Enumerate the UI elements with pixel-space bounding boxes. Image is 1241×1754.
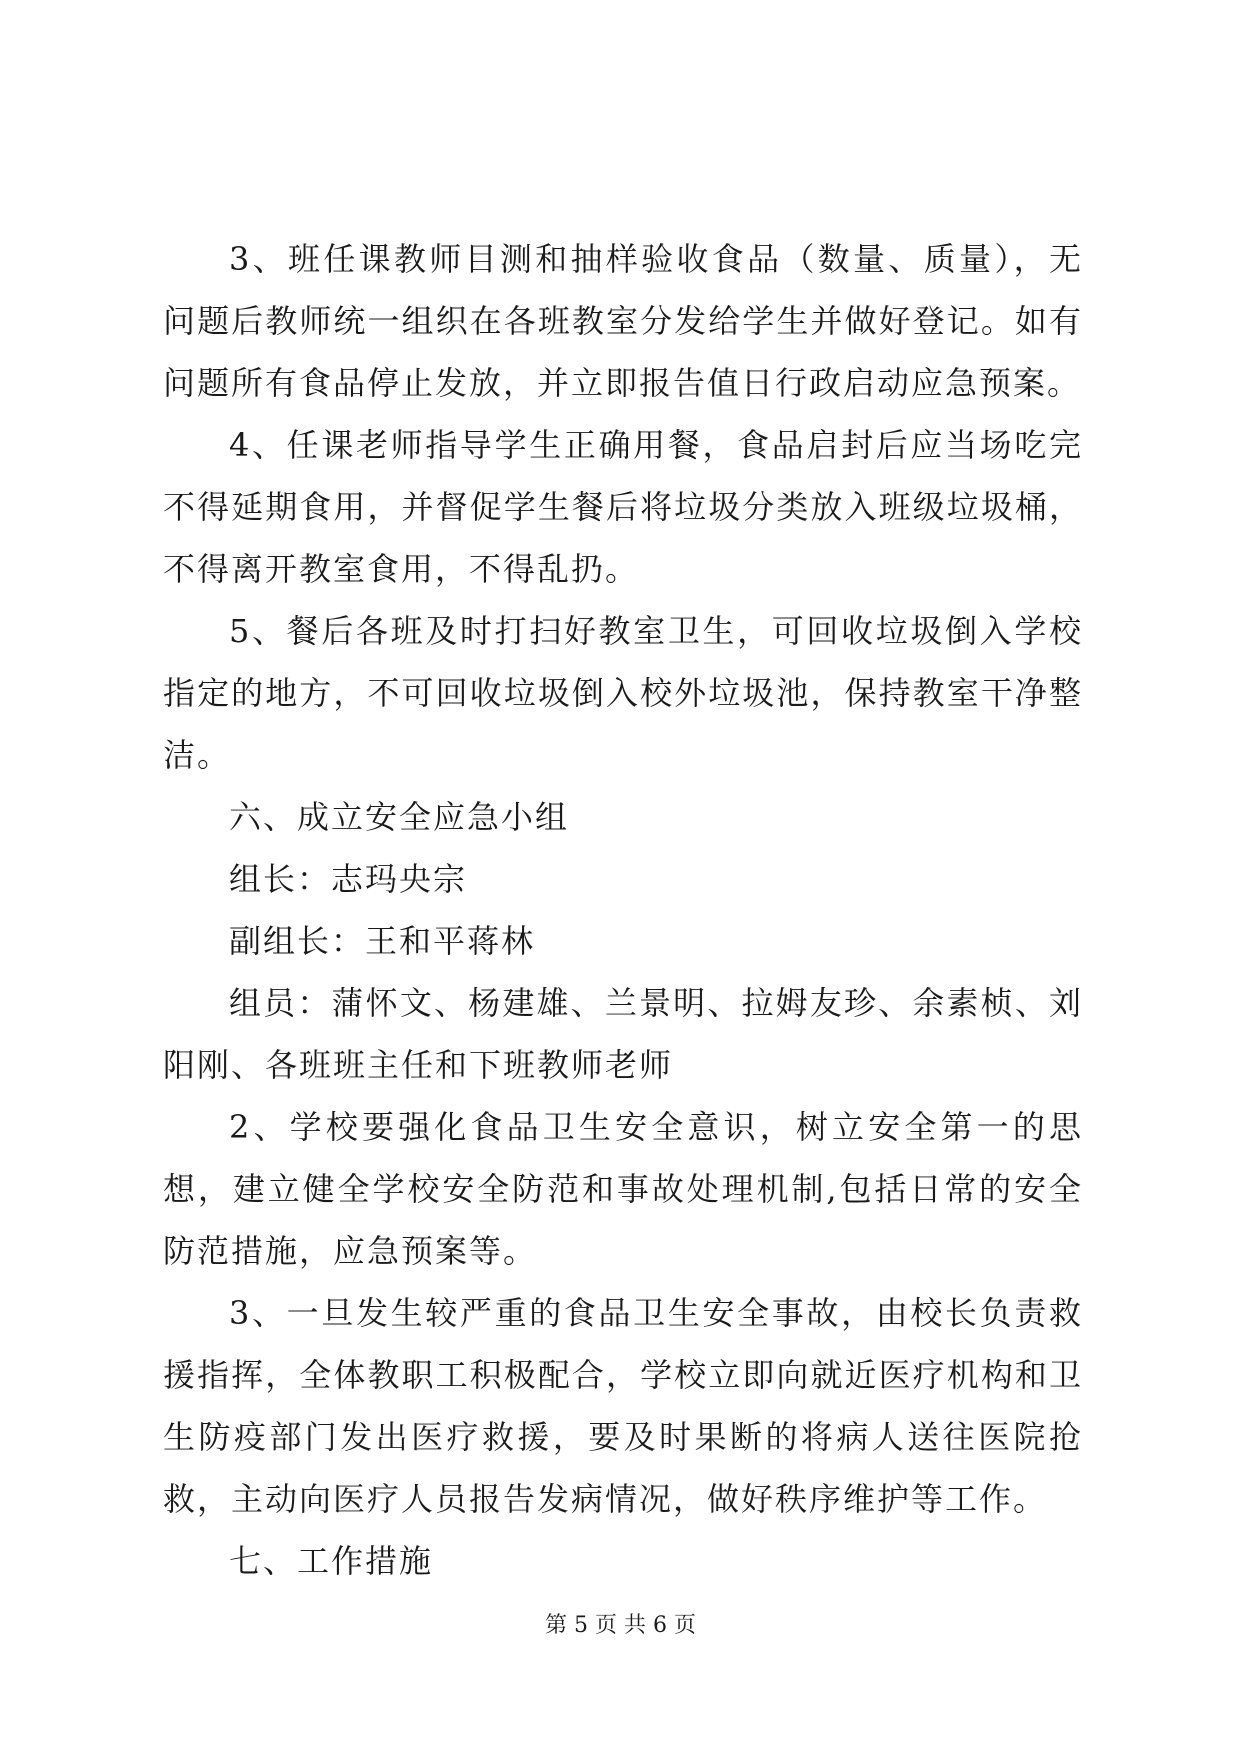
paragraph-item-5-cleanup: 5、餐后各班及时打扫好教室卫生，可回收垃圾倒入学校指定的地方，不可回收垃圾倒入校外垃圾池，保持教室干净整洁。	[163, 612, 1083, 774]
paragraph-item-2-awareness: 2、学校要强化食品卫生安全意识，树立安全第一的思想，建立健全学校安全防范和事故处理机制,包括日常的安全防范措施，应急预案等。	[163, 1108, 1083, 1270]
paragraph-item-4-dining: 4、任课老师指导学生正确用餐，食品启封后应当场吃完不得延期食用，并督促学生餐后将垃圾分类放入班级垃圾桶，不得离开教室食用，不得乱扔。	[163, 426, 1083, 588]
section-heading-seven: 七、工作措施	[229, 1542, 434, 1580]
page-footer: 第 5 页 共 6 页	[545, 1613, 696, 1638]
paragraph-item-3-emergency: 3、一旦发生较严重的食品卫生安全事故，由校长负责救援指挥，全体教职工积极配合，学校立即向就近医疗机构和卫生防疫部门发出医疗救援，要及时果断的将病人送往医院抢救，主动向医疗人员报告发病情况，做好秩序维护等工作。	[163, 1294, 1083, 1518]
paragraph-item-3-inspection: 3、班任课教师目测和抽样验收食品（数量、质量），无问题后教师统一组织在各班教室分发给学生并做好登记。如有问题所有食品停止发放，并立即报告值日行政启动应急预案。	[163, 240, 1083, 402]
document-body	[163, 228, 1083, 1592]
group-members-line: 组员：蒲怀文、杨建雄、兰景明、拉姆友珍、余素桢、刘阳刚、各班班主任和下班教师老师	[163, 984, 1083, 1084]
section-heading-six: 六、成立安全应急小组	[229, 798, 570, 836]
group-leader-line: 组长：志玛央宗	[229, 860, 468, 898]
deputy-leader-line: 副组长：王和平蒋林	[229, 922, 536, 960]
